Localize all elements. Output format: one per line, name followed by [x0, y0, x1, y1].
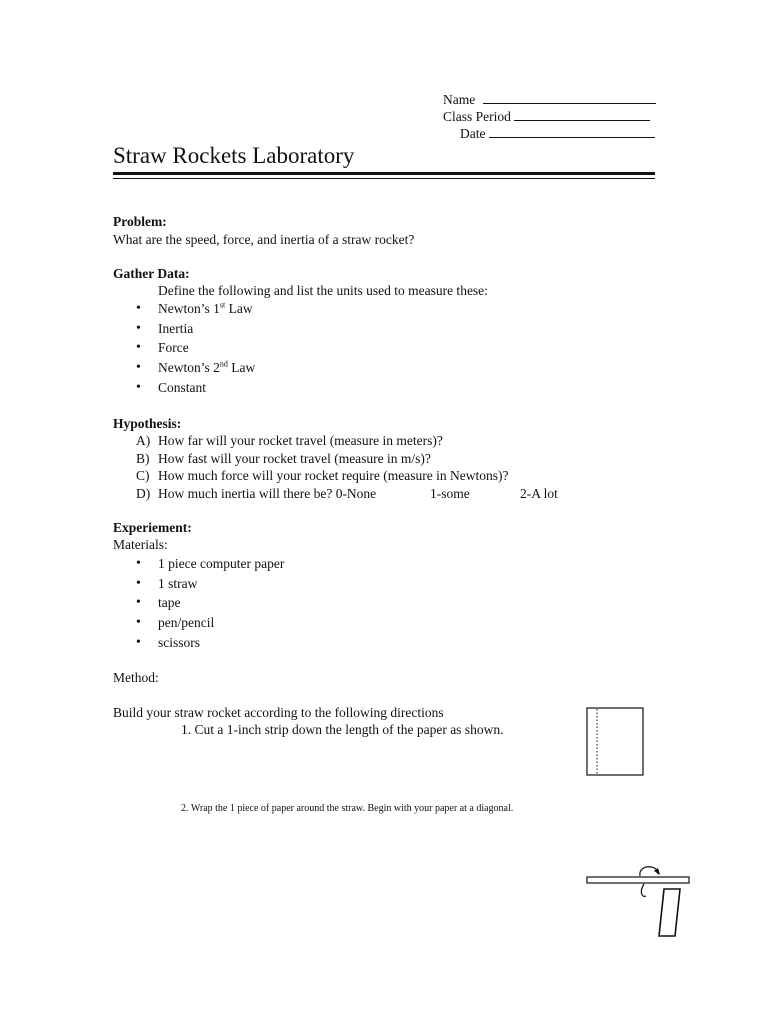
title-rule-thin [113, 178, 655, 179]
straw [587, 877, 689, 883]
method-intro: Build your straw rocket according to the following directions [113, 705, 444, 720]
name-blank[interactable] [483, 92, 656, 104]
gather-heading: Gather Data: [113, 266, 190, 281]
material-item: • scissors [158, 635, 200, 651]
paper-outline [587, 708, 643, 775]
title-rule-thick [113, 172, 655, 175]
class-period-blank[interactable] [514, 109, 650, 121]
method-step-1: 1. Cut a 1-inch strip down the length of the paper as shown. [181, 722, 504, 737]
gather-item-newtons-first-law: • Newton’s 1st Law [158, 301, 253, 317]
material-item: • tape [158, 595, 181, 611]
gather-item-inertia: • Inertia [158, 321, 193, 337]
material-item: • 1 piece computer paper [158, 556, 284, 572]
paper-diagonal [659, 889, 680, 936]
gather-item-force: • Force [158, 340, 189, 356]
hypothesis-item-a: A) How far will your rocket travel (measure in meters)? [136, 433, 443, 448]
hypothesis-heading: Hypothesis: [113, 416, 182, 431]
gather-item-constant: • Constant [158, 380, 206, 396]
material-item: • pen/pencil [158, 615, 214, 631]
hypothesis-option-some: 1-some [430, 486, 470, 501]
material-item: • 1 straw [158, 576, 197, 592]
date-field [460, 126, 655, 142]
class-period-field [443, 109, 650, 125]
hypothesis-item-b: B) How fast will your rocket travel (measure in m/s)? [136, 451, 431, 466]
gather-intro: Define the following and list the units used to measure these: [158, 283, 488, 298]
straw-wrap-diagram [584, 862, 694, 942]
method-label: Method: [113, 670, 159, 685]
paper-strip-diagram [586, 706, 646, 778]
hypothesis-option-alot: 2-A lot [520, 486, 558, 501]
hypothesis-item-c: C) How much force will your rocket require (measure in Newtons)? [136, 468, 509, 483]
materials-label: Materials: [113, 537, 168, 552]
experiment-heading: Experiement: [113, 520, 192, 535]
date-label: Date [460, 126, 486, 141]
page-title: Straw Rockets Laboratory [113, 143, 355, 168]
method-step-2: 2. Wrap the 1 piece of paper around the straw. Begin with your paper at a diagonal. [181, 803, 514, 814]
name-label: Name [443, 92, 476, 107]
problem-text: What are the speed, force, and inertia of a straw rocket? [113, 232, 415, 247]
name-field [443, 92, 656, 108]
gather-item-newtons-second-law: • Newton’s 2nd Law [158, 360, 255, 376]
problem-heading: Problem: [113, 214, 167, 229]
date-blank[interactable] [489, 126, 655, 138]
class-period-label: Class Period [443, 109, 511, 124]
hypothesis-item-d: D) How much inertia will there be? 0-None [136, 486, 377, 501]
